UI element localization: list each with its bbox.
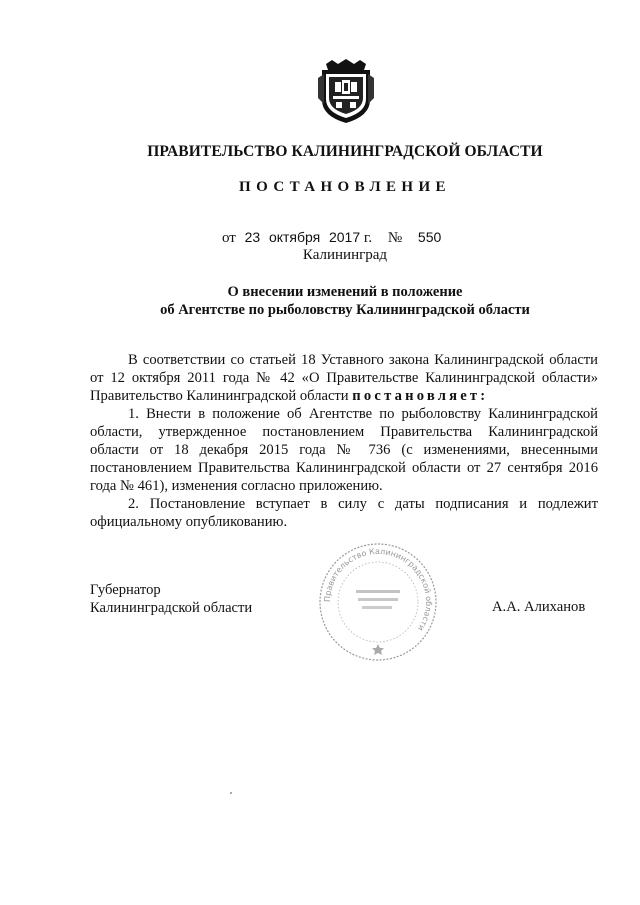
document-type-title: ПОСТАНОВЛЕНИЕ (239, 179, 451, 195)
subject-line-2: об Агентстве по рыболовству Калининградской области (160, 302, 530, 318)
document-number: 550 (417, 229, 442, 245)
document-body (90, 351, 598, 531)
document-subject (0, 283, 640, 319)
item-2-paragraph: 2. Постановление вступает в силу с даты подписания и подлежит официальному опубликованию. (90, 496, 598, 530)
intro-paragraph (90, 351, 598, 405)
official-seal-stamp (316, 540, 440, 664)
date-month: октября (268, 229, 321, 245)
position-line-2: Калининградской области (90, 600, 253, 616)
signatory-position (90, 581, 252, 617)
position-line-1: Губернатор (90, 582, 161, 598)
date-prefix: от (222, 230, 236, 246)
date-day: 23 (244, 229, 261, 245)
government-title: ПРАВИТЕЛЬСТВО КАЛИНИНГРАДСКОЙ ОБЛАСТИ (147, 143, 543, 160)
dateline (222, 229, 441, 247)
resolves-word: постановляет: (352, 388, 489, 404)
coat-of-arms-emblem (316, 58, 376, 124)
item-1-paragraph: 1. Внести в положение об Агентстве по рыболовству Калининградской области, утвержденное постановлением Правительства Калининградской области от 18 декабря 2015 года № 736 (с изменениями, внесенными постановлением Правительства Калининградской области от 27 сентября 2016 года № 461), изменения согласно приложению. (90, 406, 598, 494)
date-year: 2017 (328, 229, 361, 245)
date-year-suffix: г. (363, 230, 373, 246)
svg-text:Правительство Калининградской (323, 547, 433, 632)
number-sign: № (387, 230, 403, 246)
city-name: Калининград (302, 247, 388, 263)
intro-text: В соответствии со статьей 18 Уставного закона Калининградской области от 12 октября 2011 года № 42 «О Правительстве Калининградской области» Правительство Калининградской области (90, 352, 598, 404)
seal-text: Правительство Калининградской области (322, 546, 434, 633)
signatory-name: А.А. Алиханов (492, 599, 586, 615)
scan-speck (230, 792, 232, 794)
subject-line-1: О внесении изменений в положение (227, 284, 463, 300)
